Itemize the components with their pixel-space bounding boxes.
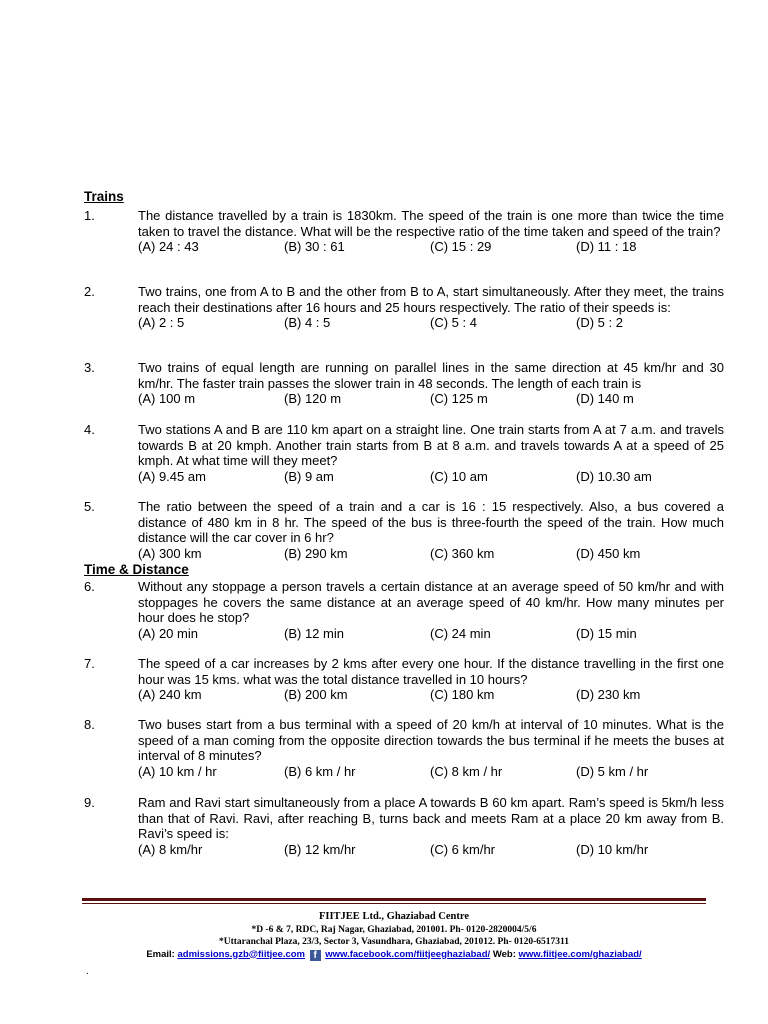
option-a: (A) 8 km/hr: [138, 841, 203, 857]
question-6: [84, 579, 724, 641]
question-4: [84, 422, 724, 484]
footer: [82, 911, 706, 961]
options-row: [138, 687, 724, 703]
option-b: (B) 200 km: [284, 687, 348, 702]
question-number: 6.: [84, 579, 95, 594]
options-row: [138, 626, 724, 642]
question-number: 2.: [84, 284, 95, 299]
option-c: (C) 10 am: [430, 468, 488, 484]
option-a: (A) 24 : 43: [138, 239, 199, 254]
option-d: (D) 5 km / hr: [576, 763, 649, 779]
options-row: [138, 391, 724, 407]
question-number: 4.: [84, 422, 95, 437]
option-d: (D) 10.30 am: [576, 468, 652, 484]
footer-contact: [82, 949, 706, 962]
question-5: [84, 499, 724, 561]
option-c: (C) 5 : 4: [430, 315, 477, 330]
email-label: Email:: [146, 948, 175, 960]
question-text: Two buses start from a bus terminal with a speed of 20 km/h at interval of 10 minutes. What is the speed of a man coming from the opposite direction towards the bus terminal if he meets the buses at interval of 8 minutes?: [138, 717, 724, 763]
option-d: (D) 11 : 18: [576, 239, 637, 254]
option-c: (C) 24 min: [430, 625, 491, 641]
option-c: (C) 125 m: [430, 391, 488, 406]
question-text: The speed of a car increases by 2 kms after every one hour. If the distance travelling in the first one hour was 15 kms. what was the total distance travelled in 10 hours?: [138, 656, 724, 687]
page-mark: .: [86, 966, 89, 977]
question-text: Two trains of equal length are running on parallel lines in the same direction at 45 km/hr and 30 km/hr. The faster train passes the slower train in 48 seconds. The length of each train is: [138, 360, 724, 391]
question-3: [84, 360, 724, 407]
question-number: 9.: [84, 795, 95, 810]
options-row: [138, 239, 724, 255]
option-b: (B) 12 min: [284, 625, 344, 641]
web-label: Web:: [492, 948, 516, 960]
option-a: (A) 100 m: [138, 391, 196, 406]
option-c: (C) 360 km: [430, 545, 495, 561]
question-text: Ram and Ravi start simultaneously from a place A towards B 60 km apart. Ram’s speed is 5km/h less than that of Ravi. Ravi, after reaching B, turns back and meets Ram at a place 20 km away from B. Ravi’s speed is:: [138, 795, 724, 841]
option-b: (B) 120 m: [284, 391, 342, 406]
options-row: [138, 469, 724, 485]
options-row: [138, 764, 724, 780]
option-b: (B) 12 km/hr: [284, 841, 356, 857]
option-a: (A) 300 km: [138, 545, 202, 561]
options-row: [138, 315, 724, 331]
question-9: [84, 795, 724, 857]
footer-address-1: *D -6 & 7, RDC, Raj Nagar, Ghaziabad, 201001. Ph- 0120-2820004/5/6: [251, 924, 537, 935]
options-row: [138, 842, 724, 858]
question-8: [84, 717, 724, 779]
option-c: (C) 8 km / hr: [430, 763, 503, 779]
facebook-icon[interactable]: f: [310, 950, 321, 961]
question-number: 8.: [84, 717, 95, 732]
question-1: [84, 208, 724, 255]
option-d: (D) 140 m: [576, 391, 634, 406]
option-b: (B) 30 : 61: [284, 239, 345, 254]
option-d: (D) 15 min: [576, 625, 637, 641]
option-a: (A) 20 min: [138, 625, 198, 641]
option-b: (B) 290 km: [284, 545, 348, 561]
question-text: Two trains, one from A to B and the other from B to A, start simultaneously. After they meet, the trains reach their destinations after 16 hours and 25 hours respectively. The ratio of their speeds is:: [138, 284, 724, 315]
footer-brand: FIITJEE Ltd., Ghaziabad Centre: [318, 911, 470, 922]
option-c: (C) 180 km: [430, 687, 495, 702]
option-d: (D) 230 km: [576, 687, 641, 702]
options-row: [138, 546, 724, 562]
option-c: (C) 15 : 29: [430, 239, 492, 254]
question-text: The distance travelled by a train is 1830km. The speed of the train is one more than twice the time taken to travel the distance. What will be the respective ratio of the time taken and speed of the train?: [138, 208, 724, 239]
option-b: (B) 4 : 5: [284, 315, 331, 330]
footer-address-2: *Uttaranchal Plaza, 23/3, Sector 3, Vasundhara, Ghaziabad, 201012. Ph- 0120-6517311: [218, 937, 570, 947]
question-text: Two stations A and B are 110 km apart on a straight line. One train starts from A at 7 a.m. and travels towards B at 20 kmph. Another train starts from B at 8 a.m. and travels towards A at a speed of 25 kmph. At what time will they meet?: [138, 422, 724, 468]
question-number: 3.: [84, 360, 95, 375]
question-7: [84, 656, 724, 703]
option-d: (D) 450 km: [576, 545, 641, 561]
option-a: (A) 2 : 5: [138, 315, 185, 330]
section-title-time-distance: Time & Distance: [84, 562, 189, 577]
option-a: (A) 10 km / hr: [138, 763, 217, 779]
option-d: (D) 5 : 2: [576, 315, 623, 330]
email-link[interactable]: admissions.gzb@fiitjee.com: [177, 948, 305, 960]
question-text: Without any stoppage a person travels a certain distance at an average speed of 50 km/hr and with stoppages he covers the same distance at an average speed of 40 km/hr. How many minutes per hour does he stop?: [138, 579, 724, 625]
option-b: (B) 9 am: [284, 468, 334, 484]
option-b: (B) 6 km / hr: [284, 763, 356, 779]
question-2: [84, 284, 724, 331]
option-a: (A) 240 km: [138, 687, 202, 702]
question-number: 7.: [84, 656, 95, 671]
option-d: (D) 10 km/hr: [576, 841, 649, 857]
section-title-trains: Trains: [84, 189, 124, 204]
option-c: (C) 6 km/hr: [430, 841, 495, 857]
footer-divider-thin: [82, 903, 706, 904]
web-link[interactable]: www.fiitjee.com/ghaziabad/: [518, 948, 642, 960]
question-number: 5.: [84, 499, 95, 514]
footer-divider-thick: [82, 898, 706, 901]
option-a: (A) 9.45 am: [138, 468, 206, 484]
question-text: The ratio between the speed of a train and a car is 16 : 15 respectively. Also, a bus covered a distance of 480 km in 8 hr. The speed of the bus is three-fourth the speed of the train. How much distance will the car cover in 6 hr?: [138, 499, 724, 545]
facebook-link[interactable]: www.facebook.com/fiitjeeghaziabad/: [325, 948, 491, 960]
question-number: 1.: [84, 208, 95, 223]
